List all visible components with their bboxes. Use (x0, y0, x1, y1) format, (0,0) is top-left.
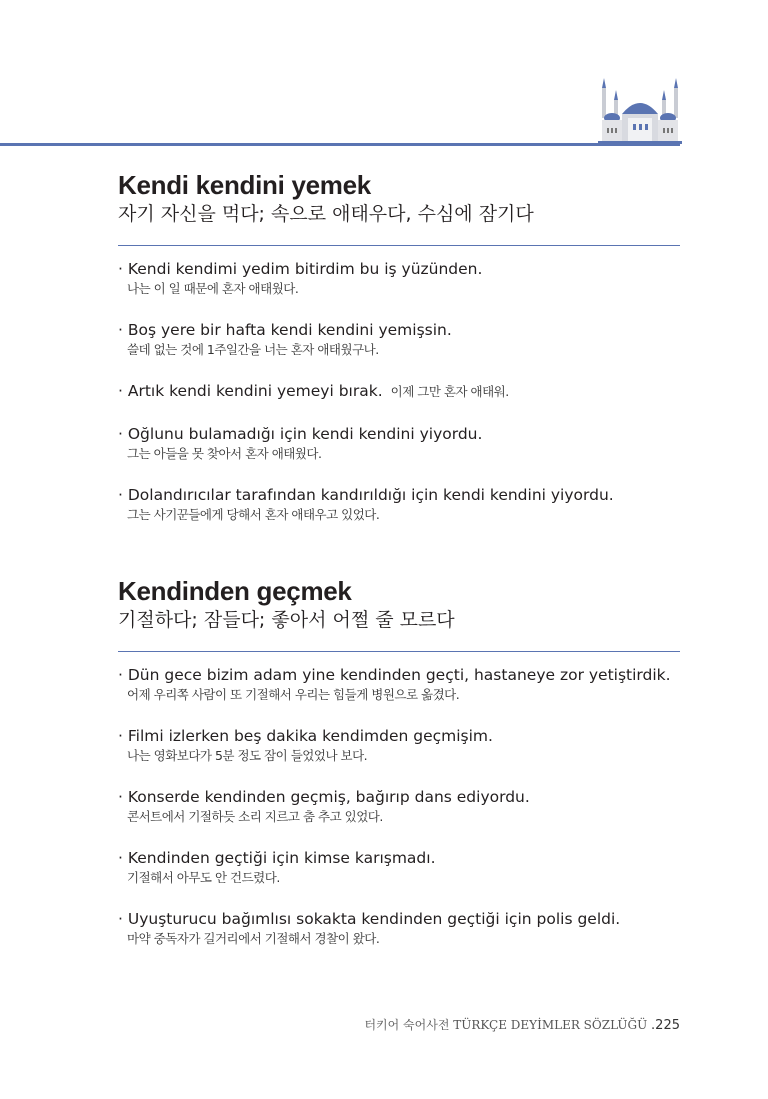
example-entry (118, 485, 680, 524)
turkish-sentence: Dolandırıcılar tarafından kandırıldığı için kendi kendini yiyordu. (127, 486, 614, 504)
example-entry (118, 848, 680, 887)
korean-translation: 마약 중독자가 길거리에서 기절해서 경찰이 왔다. (127, 931, 380, 946)
turkish-sentence: Konserde kendinden geçmiş, bağırıp dans ediyordu. (127, 788, 530, 806)
turkish-example: · Artık kendi kendini yemeyi bırak. 이제 그만 혼자 애태워. (118, 382, 509, 400)
turkish-sentence: Boş yere bir hafta kendi kendini yemişsin. (127, 321, 452, 339)
korean-translation: 그는 아들을 못 찾아서 혼자 애태웠다. (127, 446, 322, 461)
korean-translation: 그는 사기꾼들에게 당해서 혼자 애태우고 있었다. (127, 507, 380, 522)
example-entry (118, 320, 680, 359)
korean-translation: 콘서트에서 기절하듯 소리 지르고 춤 추고 있었다. (127, 809, 383, 824)
turkish-example: · Kendi kendimi yedim bitirdim bu iş yüzünden. (118, 260, 483, 278)
example-entry (118, 424, 680, 463)
example-entry (118, 665, 680, 704)
korean-translation: 쓸데 없는 것에 1주일간을 너는 혼자 애태웠구나. (127, 342, 379, 357)
example-entry (118, 726, 680, 765)
turkish-example: · Dün gece bizim adam yine kendinden geçti, hastaneye zor yetiştirdik. (118, 666, 671, 684)
example-entry (118, 909, 680, 948)
mosque-icon (598, 76, 682, 144)
turkish-example: · Dolandırıcılar tarafından kandırıldığı için kendi kendini yiyordu. (118, 486, 614, 504)
turkish-sentence: Dün gece bizim adam yine kendinden geçti, hastaneye zor yetiştirdik. (127, 666, 671, 684)
turkish-sentence: Kendi kendimi yedim bitirdim bu iş yüzünden. (127, 260, 483, 278)
idiom-title: Kendinden geçmek (118, 576, 352, 606)
page-footer (364, 1016, 680, 1033)
turkish-example: · Oğlunu bulamadığı için kendi kendini yiyordu. (118, 425, 483, 443)
korean-translation: 나는 영화보다가 5분 정도 잠이 들었었나 보다. (127, 748, 368, 763)
idiom-section-1 (118, 170, 680, 546)
section-divider (118, 651, 680, 652)
turkish-sentence: Artık kendi kendini yemeyi bırak. (127, 382, 383, 400)
korean-translation: 이제 그만 혼자 애태워. (390, 384, 509, 399)
turkish-sentence: Kendinden geçtiği için kimse karışmadı. (127, 849, 436, 867)
turkish-example: · Kendinden geçtiği için kimse karışmadı. (118, 849, 436, 867)
turkish-example: · Boş yere bir hafta kendi kendini yemişsin. (118, 321, 452, 339)
book-title: 터키어 숙어사전 TÜRKÇE DEYİMLER SÖZLÜĞÜ (364, 1018, 648, 1032)
korean-translation: 나는 이 일 때문에 혼자 애태웠다. (127, 281, 299, 296)
korean-translation: 어제 우리쪽 사람이 또 기절해서 우리는 힘들게 병원으로 옮겼다. (127, 687, 460, 702)
turkish-example: · Konserde kendinden geçmiş, bağırıp dans ediyordu. (118, 788, 530, 806)
example-entry (118, 787, 680, 826)
korean-translation: 기절해서 아무도 안 건드렸다. (127, 870, 280, 885)
example-entry (118, 259, 680, 298)
idiom-section-2 (118, 576, 680, 970)
idiom-meaning: 자기 자신을 먹다; 속으로 애태우다, 수심에 잠기다 (118, 203, 534, 225)
turkish-sentence: Filmi izlerken beş dakika kendimden geçmişim. (127, 727, 493, 745)
example-entry (118, 381, 680, 402)
idiom-title: Kendi kendini yemek (118, 170, 371, 200)
page-number: .225 (651, 1018, 680, 1033)
turkish-sentence: Uyuşturucu bağımlısı sokakta kendinden geçtiği için polis geldi. (127, 910, 621, 928)
idiom-meaning: 기절하다; 잠들다; 좋아서 어쩔 줄 모르다 (118, 609, 455, 631)
header-rule (0, 143, 680, 146)
section-divider (118, 245, 680, 246)
turkish-sentence: Oğlunu bulamadığı için kendi kendini yiyordu. (127, 425, 483, 443)
turkish-example: · Uyuşturucu bağımlısı sokakta kendinden geçtiği için polis geldi. (118, 910, 621, 928)
turkish-example: · Filmi izlerken beş dakika kendimden geçmişim. (118, 727, 493, 745)
